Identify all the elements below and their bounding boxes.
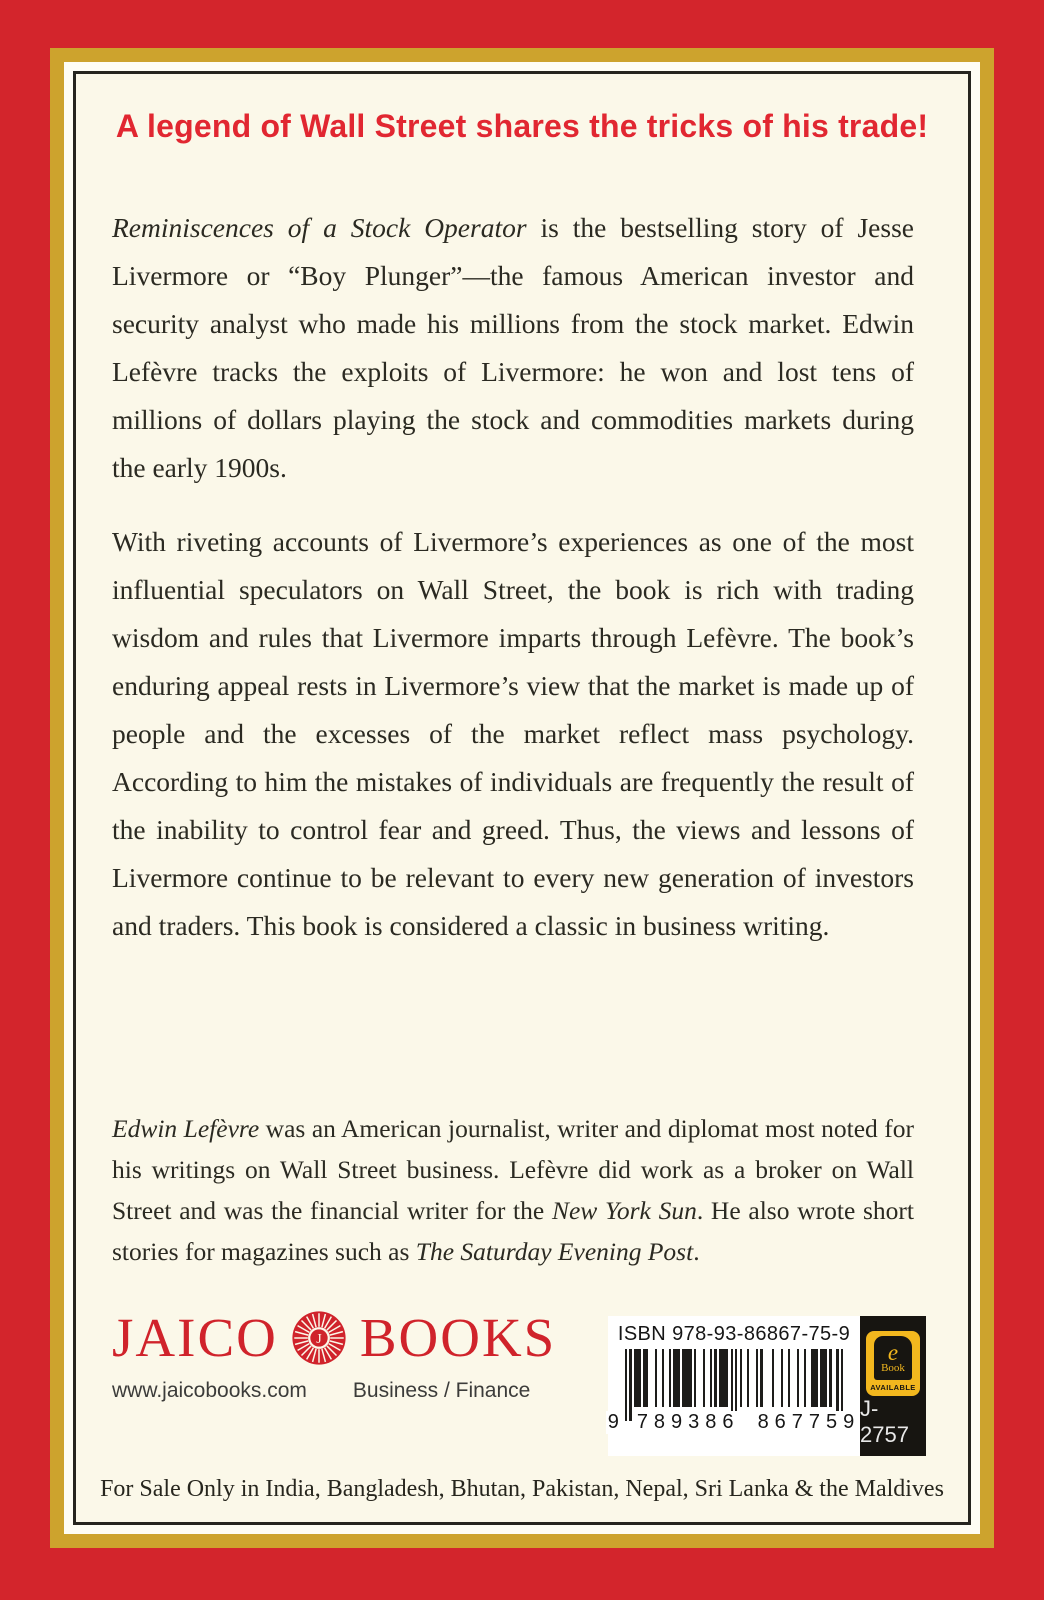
logo-word-books: BOOKS [359,1307,557,1368]
jaico-sunburst-emblem-icon [291,1310,347,1366]
ebook-book-icon [874,1336,912,1380]
barcode-left-digits: 789386 [636,1411,740,1433]
barcode-digits [606,1411,863,1434]
barcode-lead-digit: 9 [607,1411,619,1433]
publisher-website: www.jaicobooks.com [112,1379,307,1402]
category-label: Business / Finance [352,1379,531,1402]
ebook-available-label: AVAILABLE [870,1383,916,1392]
catalog-code: J-2757 [860,1396,909,1447]
logo-word-jaico: JAICO [112,1307,278,1368]
ebook-book-label: Book [881,1361,905,1374]
barcode-white-panel [608,1316,860,1456]
cover-page [73,71,971,1525]
isbn-label: ISBN 978-93-86867-75-9 [617,1323,851,1345]
gold-border-frame [50,48,994,1548]
publisher-block [112,1307,557,1403]
sale-territory-notice: For Sale Only in India, Bangladesh, Bhutan, Pakistan, Nepal, Sri Lanka & the Maldives [100,1476,944,1502]
publisher-info-row [112,1379,556,1403]
ebook-available-badge-icon [866,1331,920,1396]
barcode-block [608,1316,926,1456]
author-bio: Edwin Lefèvre was an American journalist, writer and diplomat most noted for his writings on Wall Street business. Lefèvre did work as a broker on Wall Street and was the financial writer for the New York Sun. He also wrote short stories for magazines such as The Saturday Evening Post. [112,1113,915,1266]
jaico-emblem-letter: J [316,1332,322,1348]
synopsis-paragraph-2: With riveting accounts of Livermore’s experiences as one of the most influential speculators on Wall Street, the book is rich with trading wisdom and rules that Livermore imparts through Lefèvre. The book’s enduring appeal rests in Livermore’s view that the market is made up of people and the excesses of the market reflect mass psychology. According to him the mistakes of individuals are frequently the result of the inability to control fear and greed. Thus, the views and lessons of Livermore continue to be relevant to every new generation of investors and traders. This book is considered a classic in business writing. [112,525,914,941]
synopsis-paragraph-1: Reminiscences of a Stock Operator is the bestselling story of Jesse Livermore or “Boy Plunger”—the famous American investor and security analyst who made his millions from the stock market. Edwin Lefèvre tracks the exploits of Livermore: he won and lost tens of millions of dollars playing the stock and commodities markets during the early 1900s. [112,211,914,483]
jaico-books-logo [112,1307,557,1368]
ebook-e-glyph: e [887,1339,899,1365]
cover-headline: A legend of Wall Street shares the tricks of his trade! [115,108,929,144]
white-border-frame [64,62,980,1534]
barcode-black-panel [860,1316,926,1456]
barcode-right-digits: 867759 [757,1411,861,1433]
